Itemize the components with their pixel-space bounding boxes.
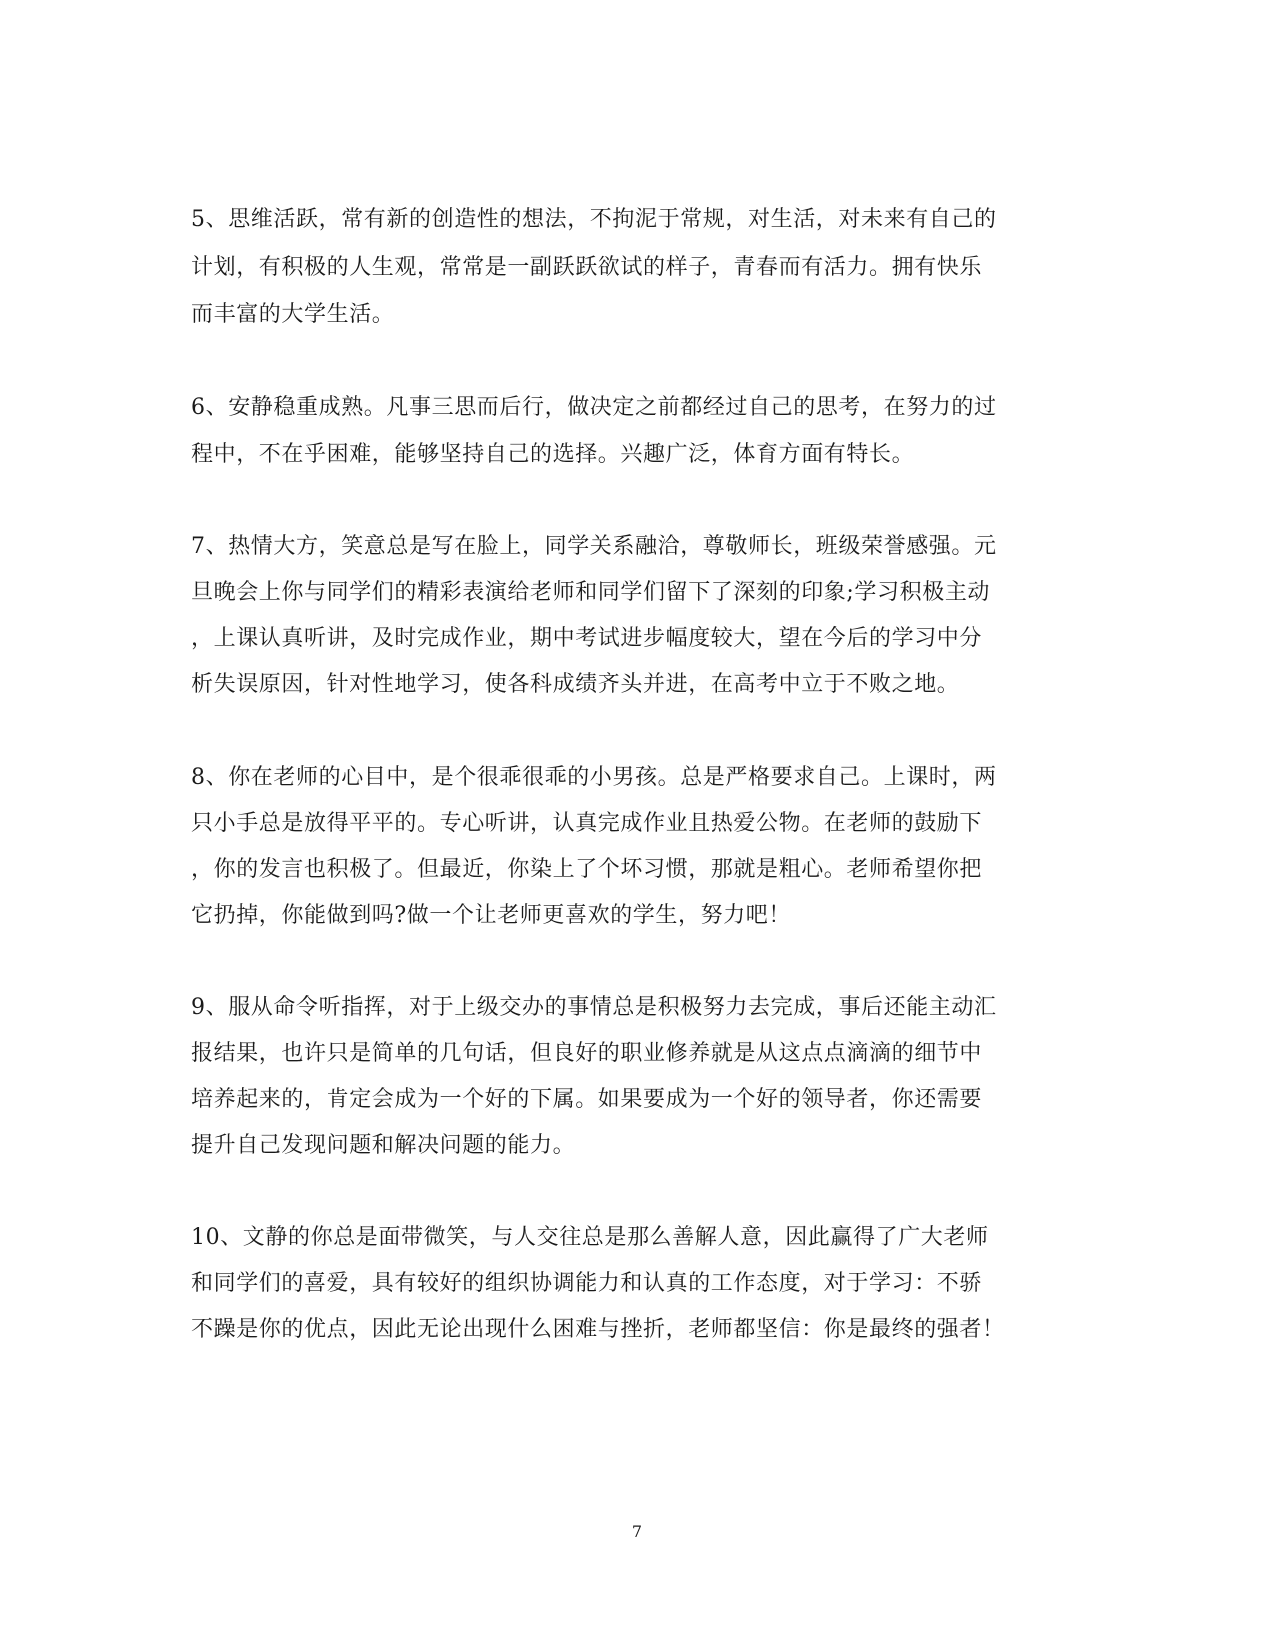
paragraph-line: 报结果，也许只是简单的几句话，但良好的职业修养就是从这点点滴滴的细节中 bbox=[191, 1041, 983, 1066]
paragraph-line: 旦晚会上你与同学们的精彩表演给老师和同学们留下了深刻的印象;学习积极主动 bbox=[191, 580, 991, 605]
paragraph-line: 程中，不在乎困难，能够坚持自己的选择。兴趣广泛，体育方面有特长。 bbox=[191, 442, 915, 467]
paragraph-line: 不躁是你的优点，因此无论出现什么困难与挫折，老师都坚信：你是最终的强者！ bbox=[191, 1317, 1005, 1342]
paragraph-line: 培养起来的，肯定会成为一个好的下属。如果要成为一个好的领导者，你还需要 bbox=[191, 1087, 983, 1112]
paragraph-line: 它扔掉，你能做到吗?做一个让老师更喜欢的学生，努力吧！ bbox=[191, 903, 791, 928]
paragraph-line: ，上课认真听讲，及时完成作业，期中考试进步幅度较大，望在今后的学习中分 bbox=[191, 626, 983, 651]
paragraph-line: 7、热情大方，笑意总是写在脸上，同学关系融洽，尊敬师长，班级荣誉感强。元 bbox=[191, 534, 997, 559]
page-number: 7 bbox=[631, 1522, 643, 1541]
paragraph-line: 只小手总是放得平平的。专心听讲，认真完成作业且热爱公物。在老师的鼓励下 bbox=[191, 811, 983, 836]
paragraph-line: 计划，有积极的人生观，常常是一副跃跃欲试的样子，青春而有活力。拥有快乐 bbox=[191, 255, 983, 280]
paragraph-line: 5、思维活跃，常有新的创造性的想法，不拘泥于常规，对生活，对未来有自己的 bbox=[191, 207, 997, 232]
paragraph-line: 9、服从命令听指挥，对于上级交办的事情总是积极努力去完成，事后还能主动汇 bbox=[191, 995, 997, 1020]
paragraph-line: ，你的发言也积极了。但最近，你染上了个坏习惯，那就是粗心。老师希望你把 bbox=[191, 857, 983, 882]
paragraph-line: 10、文静的你总是面带微笑，与人交往总是那么善解人意，因此赢得了广大老师 bbox=[191, 1225, 989, 1250]
paragraph-line: 6、安静稳重成熟。凡事三思而后行，做决定之前都经过自己的思考，在努力的过 bbox=[191, 395, 997, 420]
paragraph-line: 8、你在老师的心目中，是个很乖很乖的小男孩。总是严格要求自己。上课时，两 bbox=[191, 765, 997, 790]
paragraph-line: 而丰富的大学生活。 bbox=[191, 302, 395, 327]
paragraph-line: 和同学们的喜爱，具有较好的组织协调能力和认真的工作态度，对于学习：不骄 bbox=[191, 1271, 983, 1296]
paragraph-line: 析失误原因，针对性地学习，使各科成绩齐头并进，在高考中立于不败之地。 bbox=[191, 672, 960, 697]
paragraph-line: 提升自己发现问题和解决问题的能力。 bbox=[191, 1133, 576, 1158]
